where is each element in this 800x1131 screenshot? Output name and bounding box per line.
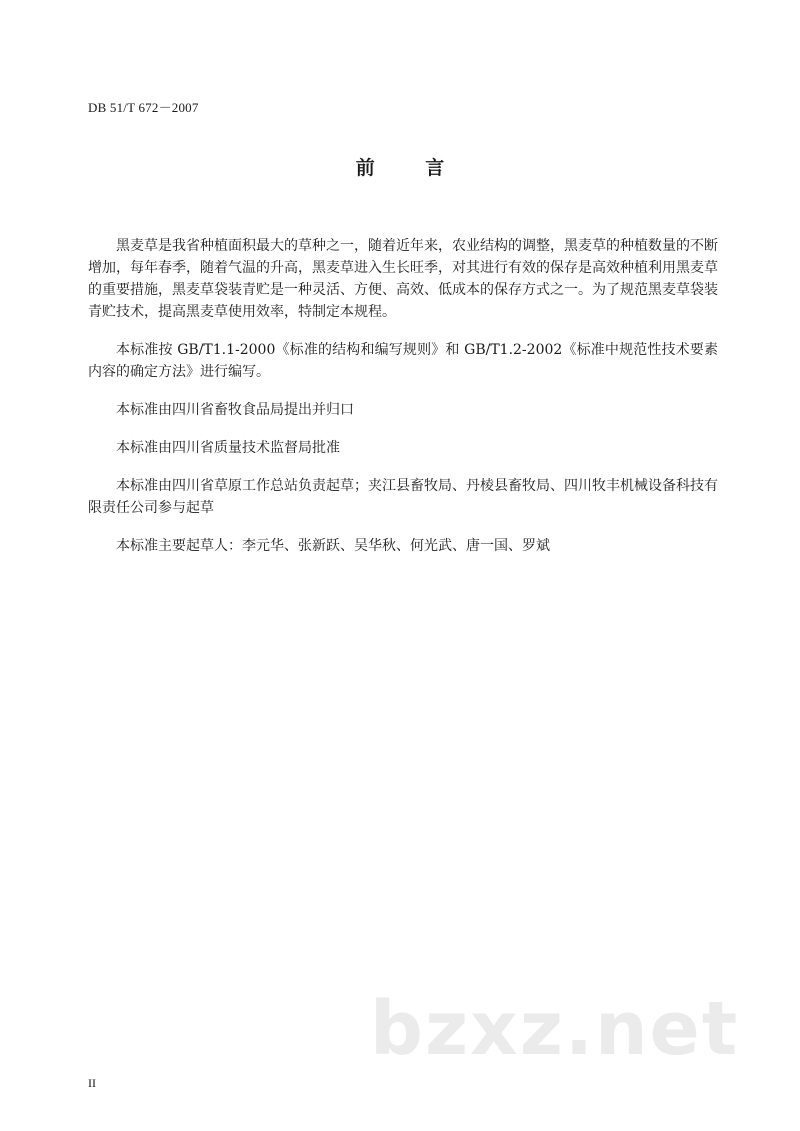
standard-code: DB 51/T 672－2007 bbox=[88, 100, 199, 115]
paragraph-proposed-by: 本标准由四川省畜牧食品局提出并归口 bbox=[116, 402, 354, 418]
paragraph-drafting-rules: 本标准按 GB/T1.1-2000《标准的结构和编写规则》和 GB/T1.2-2002《标准中规范性技术要素内容的确定方法》进行编写。 bbox=[88, 342, 718, 380]
paragraph-approved-by: 本标准由四川省质量技术监督局批准 bbox=[116, 440, 340, 456]
foreword-body bbox=[88, 235, 718, 573]
paragraph-drafting-units: 本标准由四川省草原工作总站负责起草；夹江县畜牧局、丹棱县畜牧局、四川牧丰机械设备科技有限责任公司参与起草 bbox=[88, 478, 718, 516]
page-title: 前 言 bbox=[355, 157, 467, 179]
paragraph-background: 黑麦草是我省种植面积最大的草种之一，随着近年来，农业结构的调整，黑麦草的种植数量的不断增加，每年春季，随着气温的升高，黑麦草进入生长旺季，对其进行有效的保存是高效种植利用黑麦草的重要措施，黑麦草袋装青贮是一种灵活、方便、高效、低成本的保存方式之一。为了规范黑麦草袋装青贮技术，提高黑麦草使用效率，特制定本规程。 bbox=[88, 238, 718, 320]
watermark-logo: bzxz.net bbox=[370, 986, 740, 1072]
page-number: II bbox=[88, 1076, 96, 1090]
paragraph-drafters: 本标准主要起草人：李元华、张新跃、吴华秋、何光武、唐一国、罗斌 bbox=[116, 538, 550, 554]
